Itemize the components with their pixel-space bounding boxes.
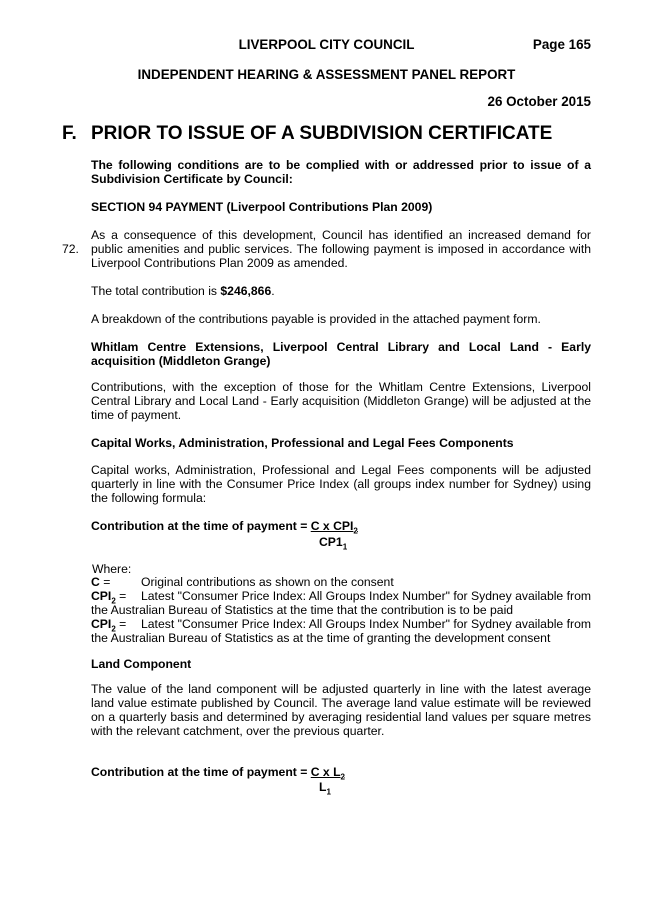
- total-contribution: [91, 284, 591, 298]
- land-text: The value of the land component will be adjusted quarterly in line with the latest average land value estimate published by Council. The average land value estimate will be reviewed on a quarterly basis and determined by averaging residential land values per square metres with the relevant catchment, over the previous quarter.: [91, 682, 591, 738]
- whitlam-heading: Whitlam Centre Extensions, Liverpool Central Library and Local Land - Early acquisition (Middleton Grange): [91, 340, 591, 368]
- report-title: INDEPENDENT HEARING & ASSESSMENT PANEL REPORT: [137, 67, 516, 82]
- formula-cpi-numerator: C x $CPI_2$: [310, 519, 358, 536]
- council-name: LIVERPOOL CITY COUNCIL: [238, 37, 415, 52]
- where-label: Where:: [92, 562, 132, 576]
- section-title: PRIOR TO ISSUE OF A SUBDIVISION CERTIFICATE: [91, 123, 553, 144]
- total-amount: $246,866: [220, 284, 272, 298]
- section-letter: F.: [62, 123, 77, 144]
- formula-land-label: Contribution at the time of payment =: [91, 765, 311, 779]
- page-number: Page 165: [532, 37, 591, 52]
- condition-text: As a consequence of this development, Council has identified an increased demand for public amenities and public services. The following payment is imposed in accordance with Liverpool Contributions Plan 2009 as amended.: [91, 228, 591, 270]
- total-suffix: .: [271, 284, 275, 298]
- section-94-heading: SECTION 94 PAYMENT (Liverpool Contributions Plan 2009): [91, 200, 433, 214]
- formula-land-denominator: $L_1$: [319, 780, 331, 797]
- formula-cpi-label: Contribution at the time of payment =: [91, 519, 311, 533]
- intro-paragraph: The following conditions are to be complied with or addressed prior to issue of a Subdivision Certificate by Council:: [91, 158, 591, 186]
- formula-land-numerator: C x $L_2$: [310, 765, 345, 782]
- formula-cpi-denominator: $CP1_1$: [319, 535, 348, 552]
- formula-cpi: [91, 519, 358, 536]
- land-heading: Land Component: [91, 657, 192, 671]
- whitlam-text: Contributions, with the exception of those for the Whitlam Centre Extensions, Liverpool Central Library and Local Land - Early acquisition (Middleton Grange) will be adjusted at the time of payment.: [91, 380, 591, 422]
- breakdown-text: A breakdown of the contributions payable is provided in the attached payment form.: [91, 312, 541, 326]
- definition-cpi2-paid: $CPI_2$ = Latest "Consumer Price Index: All Groups Index Number" for Sydney available from the Australian Bureau of Statistics at the time that the contribution is to be paid: [91, 589, 591, 617]
- capital-text: Capital works, Administration, Professional and Legal Fees components will be adjusted quarterly in line with the Consumer Price Index (all groups index number for Sydney) using the following formula:: [91, 463, 591, 505]
- definition-cpi2-consent: $CPI_2$ = Latest "Consumer Price Index: All Groups Index Number" for Sydney available from the Australian Bureau of Statistics as at the time of granting the development consent: [91, 617, 591, 645]
- capital-heading: Capital Works, Administration, Professional and Legal Fees Components: [91, 436, 514, 450]
- formula-land: [91, 765, 345, 782]
- definition-c: C = Original contributions as shown on the consent: [91, 575, 394, 589]
- condition-number: 72.: [62, 242, 79, 256]
- total-prefix: The total contribution is: [91, 284, 221, 298]
- report-date: 26 October 2015: [487, 94, 591, 109]
